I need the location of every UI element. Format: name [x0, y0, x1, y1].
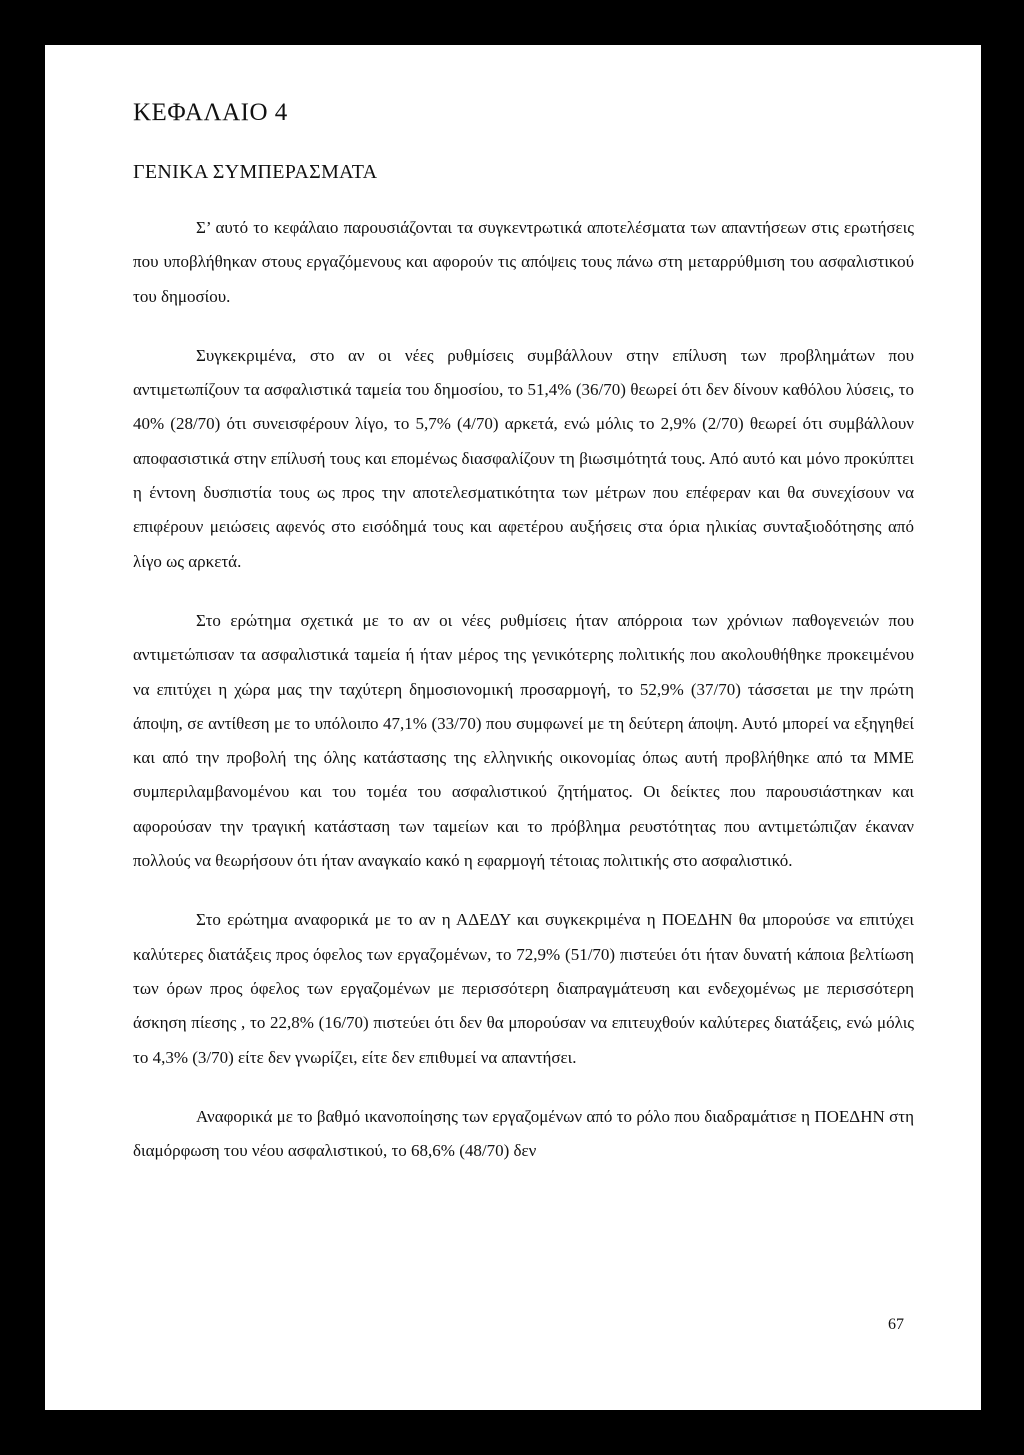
paragraph: Συγκεκριμένα, στο αν οι νέες ρυθμίσεις συμβάλλουν στην επίλυση των προβλημάτων που αντιμετωπίζουν τα ασφαλιστικά ταμεία του δημοσίου, το 51,4% (36/70) θεωρεί ότι δεν δίνουν καθόλου λύσεις, το 40% (28/70) ότι συνεισφέρουν λίγο, το 5,7% (4/70) αρκετά, ενώ μόλις το 2,9% (2/70) θεωρεί ότι συμβάλλουν αποφασιστικά στην επίλυσή τους και επομένως διασφαλίζουν τη βιωσιμότητά τους. Από αυτό και μόνο προκύπτει η έντονη δυσπιστία τους ως προς την αποτελεσματικότητα των μέτρων που επέφεραν και θα συνεχίσουν να επιφέρουν μειώσεις αφενός στο εισόδημά τους και αφετέρου αυξήσεις στα όρια ηλικίας συνταξιοδότησης από λίγο ως αρκετά.: [133, 345, 914, 571]
page-number: 67: [888, 1316, 904, 1333]
paragraph: Σ’ αυτό το κεφάλαιο παρουσιάζονται τα συγκεντρωτικά αποτελέσματα των απαντήσεων στις ερωτήσεις που υποβλήθηκαν στους εργαζόμενους και αφορούν τις απόψεις τους πάνω στη μεταρρύθμιση του ασφαλιστικού του δημοσίου.: [133, 218, 914, 306]
page-content: [133, 99, 914, 1168]
chapter-title: ΚΕΦΑΛΑΙΟ 4: [133, 99, 288, 126]
paragraph: Στο ερώτημα σχετικά με το αν οι νέες ρυθμίσεις ήταν απόρροια των χρόνιων παθογενειών που αντιμετώπισαν τα ασφαλιστικά ταμεία ή ήταν μέρος της γενικότερης πολιτικής που ακολουθήθηκε προκειμένου να επιτύχει η χώρα μας την ταχύτερη δημοσιονομική προσαρμογή, το 52,9% (37/70) τάσσεται με την πρώτη άποψη, σε αντίθεση με το υπόλοιπο 47,1% (33/70) που συμφωνεί με τη δεύτερη άποψη. Αυτό μπορεί να εξηγηθεί και από την προβολή της όλης κατάστασης της ελληνικής οικονομίας όπως αυτή προβλήθηκε από τα ΜΜΕ συμπεριλαμβανομένου και του τομέα του ασφαλιστικού ζητήματος. Οι δείκτες που παρουσιάστηκαν και αφορούσαν την τραγική κατάσταση των ταμείων και το πρόβλημα ρευστότητας που αντιμετώπιζαν έκαναν πολλούς να θεωρήσουν ότι ήταν αναγκαίο κακό η εφαρμογή τέτοιας πολιτικής στο ασφαλιστικό.: [133, 610, 914, 871]
section-title: ΓΕΝΙΚΑ ΣΥΜΠΕΡΑΣΜΑΤΑ: [133, 161, 378, 183]
paragraph: Στο ερώτημα αναφορικά με το αν η ΑΔΕΔΥ και συγκεκριμένα η ΠΟΕΔΗΝ θα μπορούσε να επιτύχει καλύτερες διατάξεις προς όφελος των εργαζομένων, το 72,9% (51/70) πιστεύει ότι ήταν δυνατή κάποια βελτίωση των όρων προς όφελος των εργαζομένων με περισσότερη διαπραγμάτευση και ενδεχομένως με περισσότερη άσκηση πίεσης , το 22,8% (16/70) πιστεύει ότι δεν θα μπορούσαν να επιτευχθούν καλύτερες διατάξεις, ενώ μόλις το 4,3% (3/70) είτε δεν γνωρίζει, είτε δεν επιθυμεί να απαντήσει.: [133, 910, 914, 1067]
document-page: [45, 45, 981, 1410]
paragraph: Αναφορικά με το βαθμό ικανοποίησης των εργαζομένων από το ρόλο που διαδραμάτισε η ΠΟΕΔΗΝ στη διαμόρφωση του νέου ασφαλιστικού, το 68,6% (48/70) δεν: [133, 1106, 914, 1161]
